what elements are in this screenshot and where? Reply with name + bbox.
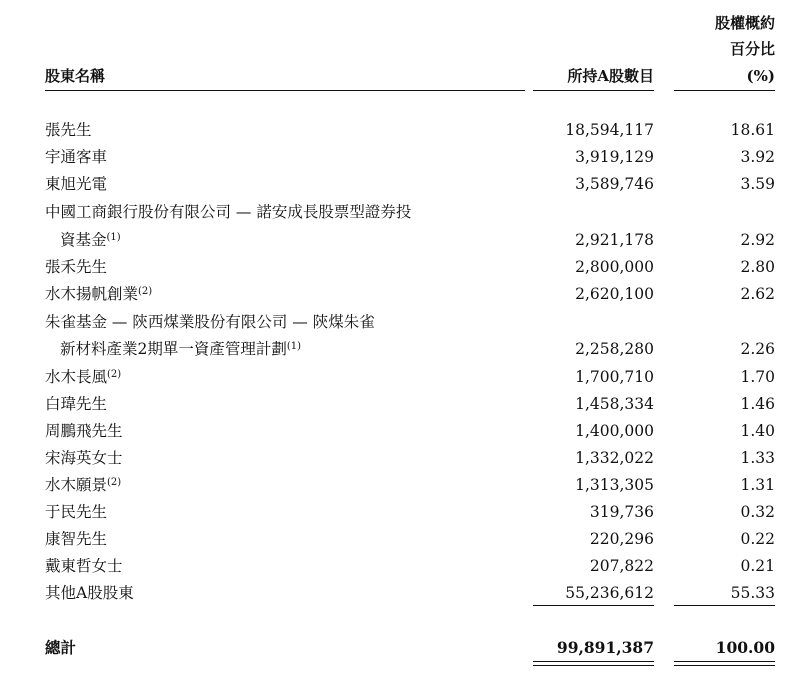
shares-held: 1,700,710 bbox=[575, 368, 654, 386]
shares-held: 1,313,305 bbox=[575, 476, 654, 494]
header-rule-name bbox=[45, 90, 525, 91]
shares-held: 1,332,022 bbox=[575, 449, 654, 467]
shareholder-name-line1: 朱雀基金 — 陝西煤業股份有限公司 — 陝煤朱雀 bbox=[45, 313, 375, 331]
shares-held: 220,296 bbox=[589, 530, 654, 548]
shareholder-name-text: 水木願景 bbox=[45, 476, 108, 494]
shareholder-name: 東旭光電 bbox=[45, 175, 108, 193]
shares-held: 2,800,000 bbox=[575, 258, 654, 276]
shareholder-name: 張禾先生 bbox=[45, 258, 108, 276]
percentage: 2.26 bbox=[740, 340, 775, 358]
shareholder-name-line1: 中國工商銀行股份有限公司 — 諾安成長股票型證券投 bbox=[45, 203, 412, 221]
shareholder-name-line2: 資基金 bbox=[60, 231, 107, 249]
shares-held: 55,236,612 bbox=[565, 584, 654, 602]
shares-held: 3,589,746 bbox=[575, 175, 654, 193]
header-shareholder-name: 股東名稱 bbox=[45, 67, 106, 85]
shareholder-name: 戴東哲女士 bbox=[45, 557, 123, 575]
footnote-marker: (2) bbox=[107, 369, 122, 380]
shareholder-name bbox=[45, 281, 152, 307]
total-double-rule-shares-bottom bbox=[533, 665, 654, 666]
shares-held: 2,258,280 bbox=[575, 340, 654, 358]
percentage: 2.92 bbox=[740, 231, 775, 249]
percentage: 0.21 bbox=[740, 557, 775, 575]
total-label: 總計 bbox=[45, 638, 77, 657]
shares-held: 2,921,178 bbox=[575, 231, 654, 249]
shareholder-name: 張先生 bbox=[45, 121, 92, 139]
header-percentage-line3: (%) bbox=[746, 67, 775, 85]
percentage: 55.33 bbox=[730, 584, 775, 602]
shares-held: 1,458,334 bbox=[575, 395, 654, 413]
shareholder-name-text: 水木揚帆創業 bbox=[45, 285, 139, 303]
percentage: 1.33 bbox=[740, 449, 775, 467]
percentage: 3.92 bbox=[740, 148, 775, 166]
shareholder-name bbox=[45, 472, 121, 498]
percentage: 1.70 bbox=[740, 368, 775, 386]
total-double-rule-percentage-bottom bbox=[674, 665, 775, 666]
shareholder-name: 其他A股股東 bbox=[45, 584, 134, 602]
shareholder-name bbox=[60, 227, 121, 253]
percentage: 0.22 bbox=[740, 530, 775, 548]
footnote-marker: (1) bbox=[286, 341, 302, 352]
percentage: 0.32 bbox=[740, 503, 775, 521]
shareholder-name: 白瑋先生 bbox=[45, 395, 108, 413]
shares-held: 3,919,129 bbox=[575, 148, 654, 166]
shares-held: 207,822 bbox=[589, 557, 654, 575]
percentage: 18.61 bbox=[730, 121, 775, 139]
total-percentage: 100.00 bbox=[715, 638, 775, 657]
shares-held: 319,736 bbox=[589, 503, 654, 521]
percentage: 2.80 bbox=[740, 258, 775, 276]
shareholder-name-text: 水木長風 bbox=[45, 368, 108, 386]
shares-held: 1,400,000 bbox=[575, 422, 654, 440]
header-rule-percentage bbox=[674, 90, 775, 91]
header-rule-shares bbox=[533, 90, 654, 91]
header-a-shares-held: 所持A股數目 bbox=[567, 67, 654, 85]
footnote-marker: (2) bbox=[138, 286, 153, 297]
shareholder-name: 宋海英女士 bbox=[45, 449, 123, 467]
shareholder-name bbox=[45, 364, 121, 390]
header-percentage-line2: 百分比 bbox=[729, 40, 775, 58]
subtotal-rule-shares bbox=[533, 605, 654, 606]
percentage: 2.62 bbox=[740, 285, 775, 303]
percentage: 1.40 bbox=[740, 422, 775, 440]
subtotal-rule-percentage bbox=[674, 605, 775, 606]
shareholder-name-line2: 新材料產業2期單一資產管理計劃 bbox=[60, 340, 287, 358]
shareholder-name: 宇通客車 bbox=[45, 148, 108, 166]
header-percentage-line1: 股權概約 bbox=[714, 14, 775, 32]
shareholder-name: 周鵬飛先生 bbox=[45, 422, 123, 440]
percentage: 1.46 bbox=[740, 395, 775, 413]
footnote-marker: (1) bbox=[106, 232, 121, 243]
shareholder-name: 康智先生 bbox=[45, 530, 108, 548]
total-double-rule-percentage-top bbox=[674, 661, 775, 662]
shares-held: 18,594,117 bbox=[565, 121, 654, 139]
total-shares: 99,891,387 bbox=[556, 638, 654, 657]
percentage: 1.31 bbox=[740, 476, 775, 494]
shares-held: 2,620,100 bbox=[575, 285, 654, 303]
percentage: 3.59 bbox=[740, 175, 775, 193]
total-double-rule-shares-top bbox=[533, 661, 654, 662]
shareholder-name bbox=[60, 336, 301, 362]
footnote-marker: (2) bbox=[107, 477, 122, 488]
shareholder-name: 于民先生 bbox=[45, 503, 108, 521]
